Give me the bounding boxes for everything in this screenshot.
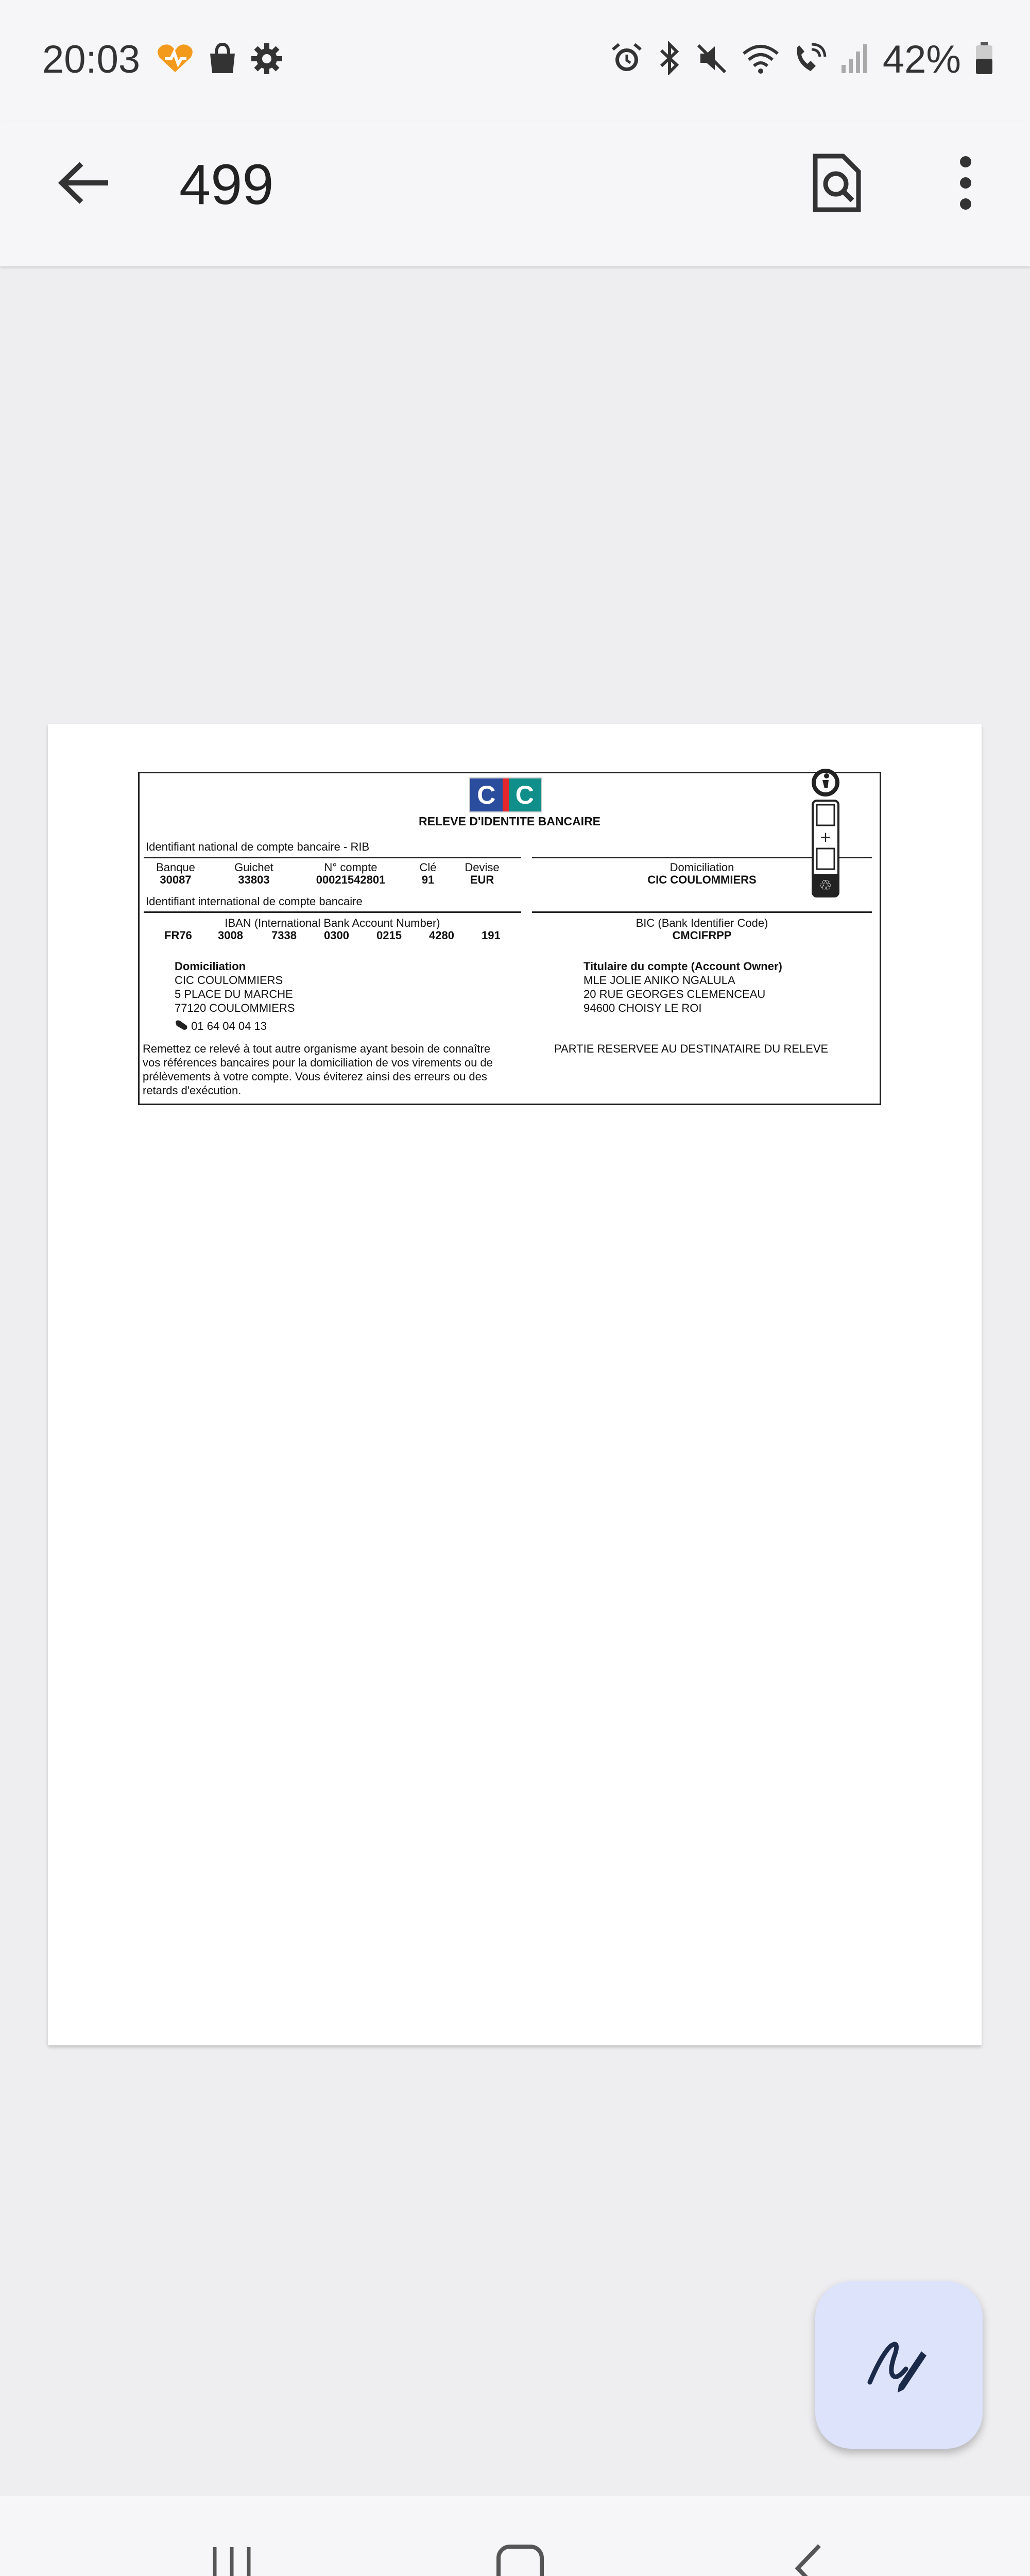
bic-label: BIC (Bank Identifier Code) <box>636 917 768 929</box>
home-button[interactable] <box>479 2532 561 2576</box>
domiciliation-value: CIC COULOMMIERS <box>647 873 757 886</box>
bic-value: CMCIFRPP <box>672 929 732 942</box>
sign-document-fab[interactable] <box>815 2281 983 2449</box>
guichet-label: Guichet <box>234 861 273 874</box>
status-time: 20:03 <box>42 38 141 81</box>
signal-icon <box>840 42 869 77</box>
back-nav-button[interactable] <box>767 2532 850 2576</box>
recycle-person-icon <box>810 768 841 798</box>
agency-phone: 01 64 04 04 13 <box>175 1020 267 1033</box>
owner-line: 20 RUE GEORGES CLEMENCEAU <box>583 988 766 1001</box>
arrow-left-icon <box>57 160 113 206</box>
card-icon <box>812 800 839 897</box>
document-page[interactable] <box>48 724 982 2045</box>
owner-line: 94600 CHOISY LE ROI <box>583 1002 702 1014</box>
document-title: 499 <box>179 153 274 216</box>
owner-line: MLE JOLIE ANIKO NGALULA <box>583 974 735 987</box>
agency-line: 77120 COULOMMIERS <box>175 1002 295 1014</box>
iban-part: 4280 <box>429 929 454 942</box>
svg-text:+: + <box>819 828 832 845</box>
more-options-button[interactable] <box>932 147 999 219</box>
domiciliation-label: Domiciliation <box>670 861 734 874</box>
notice-line: vos références bancaires pour la domiciliation de vos virements ou de <box>143 1056 493 1069</box>
compte-value: 00021542801 <box>316 873 386 886</box>
iban-part: 0300 <box>324 929 349 942</box>
guichet-value: 33803 <box>238 873 270 886</box>
compte-label: N° compte <box>324 861 377 874</box>
navigation-bar <box>0 2496 1030 2576</box>
find-in-page-icon <box>811 152 863 214</box>
home-icon <box>494 2543 546 2576</box>
phone-icon <box>175 1020 188 1031</box>
shopping-bag-icon <box>206 42 239 78</box>
iban-part: FR76 <box>164 929 192 942</box>
notice-line: retards d'exécution. <box>143 1084 242 1097</box>
recent-apps-button[interactable] <box>191 2532 273 2576</box>
back-button[interactable] <box>52 149 118 216</box>
reserved-text: PARTIE RESERVEE AU DESTINATAIRE DU RELEVE <box>554 1042 829 1055</box>
devise-label: Devise <box>465 861 500 874</box>
bluetooth-icon <box>656 41 683 78</box>
divider <box>144 857 521 858</box>
iban-part: 191 <box>482 929 501 942</box>
agency-line: 5 PLACE DU MARCHE <box>175 988 293 1001</box>
owner-heading: Titulaire du compte (Account Owner) <box>583 960 782 973</box>
more-vert-icon <box>955 155 976 211</box>
battery-percent: 42% <box>882 38 961 81</box>
divider <box>532 911 872 913</box>
rib-heading: Identifiant national de compte bancaire - RIB <box>146 840 370 853</box>
iban-heading: Identifiant international de compte bancaire <box>146 895 363 908</box>
agency-line: CIC COULOMMIERS <box>175 974 283 987</box>
app-bar <box>0 121 1030 266</box>
recent-apps-icon <box>209 2545 255 2576</box>
wifi-icon <box>742 42 780 77</box>
wifi-call-icon <box>793 42 827 77</box>
banque-label: Banque <box>156 861 195 874</box>
edit-sign-icon <box>866 2332 933 2399</box>
rib-document <box>138 772 881 1105</box>
devise-value: EUR <box>470 873 494 886</box>
agency-heading: Domiciliation <box>175 960 246 973</box>
iban-part: 0215 <box>376 929 402 942</box>
banque-value: 30087 <box>160 873 192 886</box>
search-document-button[interactable] <box>803 147 870 219</box>
iban-part: 7338 <box>271 929 297 942</box>
chevron-left-icon <box>791 2543 827 2576</box>
battery-icon <box>974 41 994 78</box>
notice-line: prélèvements à votre compte. Vous éviterez ainsi des erreurs ou des <box>143 1070 487 1083</box>
cle-value: 91 <box>421 873 435 886</box>
mute-icon <box>696 42 728 77</box>
rib-title: RELEVE D'IDENTITE BANCAIRE <box>418 815 601 828</box>
gear-icon <box>250 42 283 78</box>
rib-side-icons <box>808 768 844 907</box>
svg-text:♲: ♲ <box>819 877 832 894</box>
status-bar <box>0 0 1030 121</box>
notice-line: Remettez ce relevé à tout autre organisme ayant besoin de connaître <box>143 1042 491 1055</box>
cle-label: Clé <box>419 861 437 874</box>
cic-logo: C C <box>469 777 542 812</box>
health-icon <box>156 43 195 77</box>
divider <box>144 911 521 913</box>
iban-label: IBAN (International Bank Account Number) <box>225 917 440 929</box>
iban-part: 3008 <box>218 929 243 942</box>
alarm-icon <box>611 42 643 77</box>
